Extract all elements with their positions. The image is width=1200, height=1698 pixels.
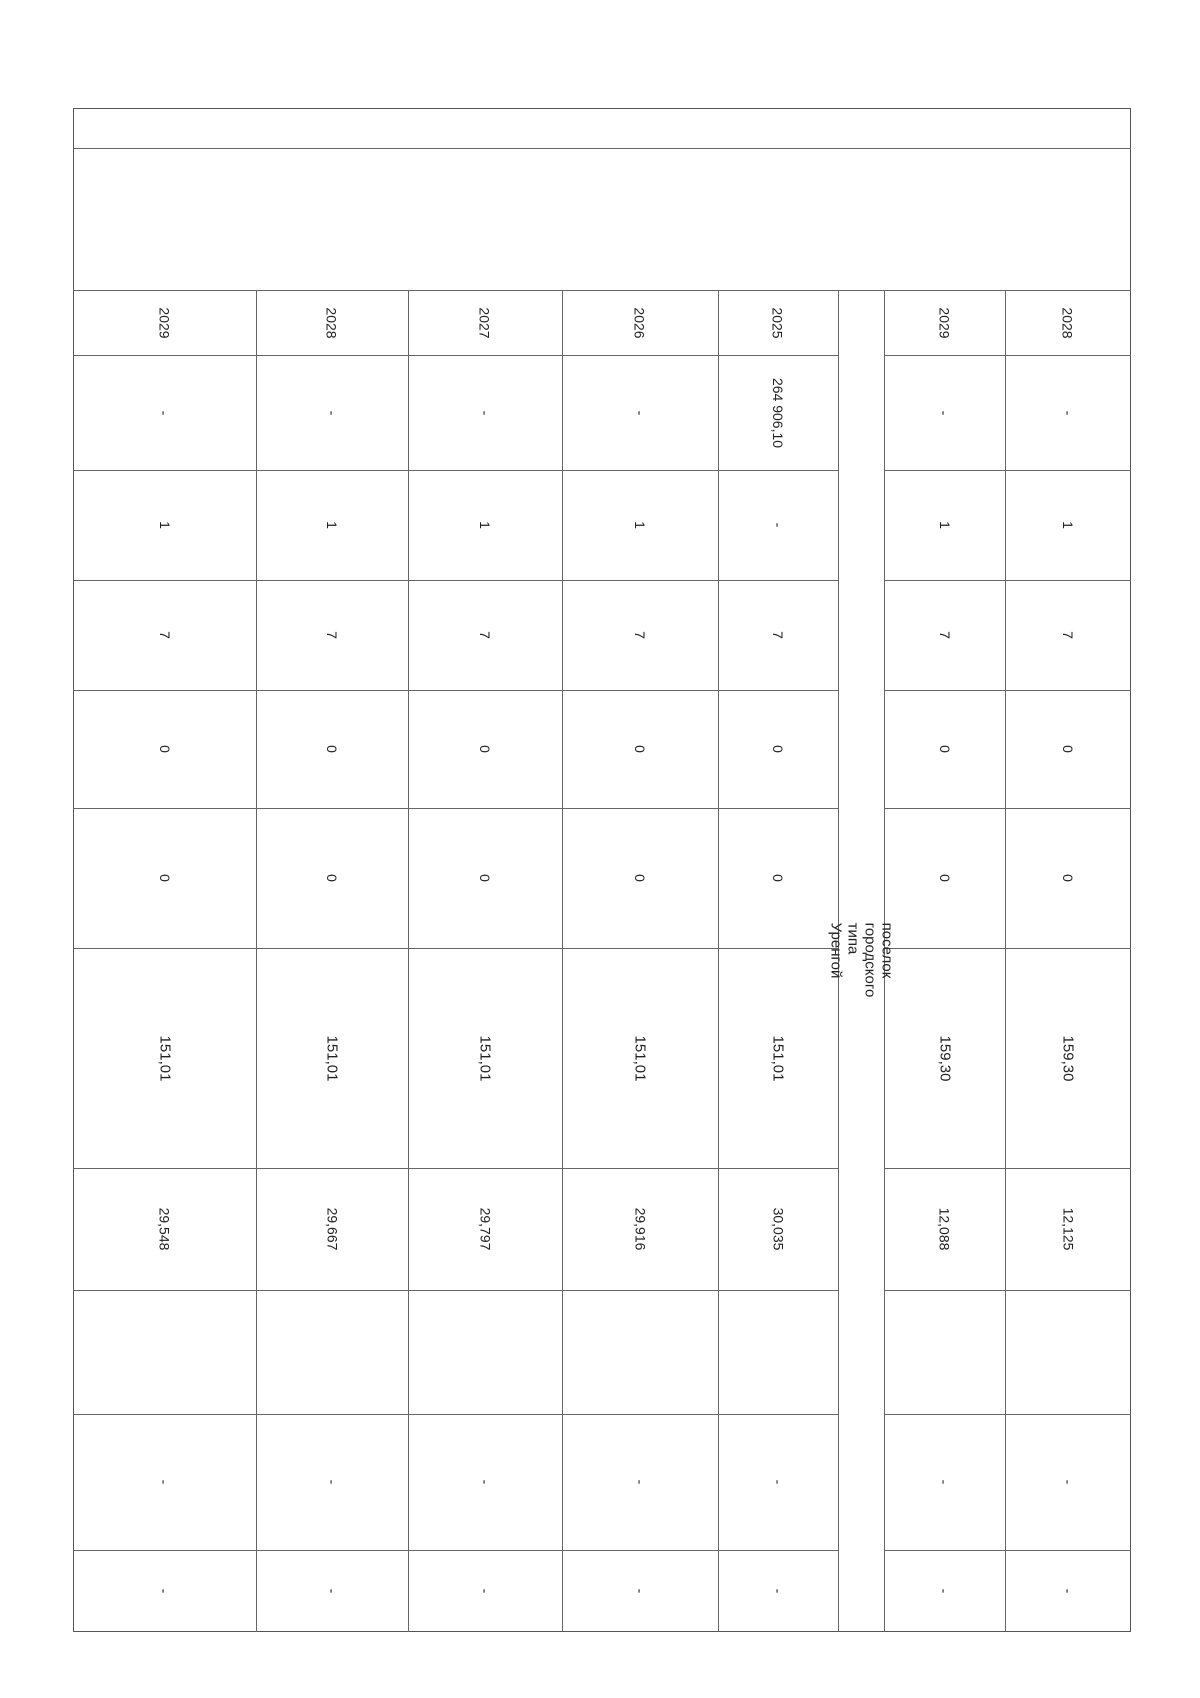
value-cell: 151,01: [631, 1035, 649, 1081]
value-cell: -: [936, 410, 953, 415]
value-cell: 1: [156, 521, 173, 529]
value-cell: 29,548: [156, 1207, 173, 1251]
value-cell: -: [476, 1479, 493, 1485]
value-cell: -: [769, 1588, 786, 1594]
value-cell: [408, 1290, 562, 1414]
value-cell: -: [476, 410, 493, 415]
value-cell: 29,797: [476, 1207, 493, 1251]
value-cell: -: [1059, 1588, 1076, 1594]
value-cell: 12,125: [1059, 1207, 1076, 1251]
value-cell: 7: [156, 631, 173, 639]
value-cell: [73, 1290, 256, 1414]
value-cell: -: [476, 1588, 493, 1594]
value-cell: 7: [1059, 631, 1076, 639]
value-cell: 0: [1059, 745, 1076, 753]
value-cell: 0: [936, 745, 953, 753]
year-cell: 2028: [324, 306, 340, 339]
value-cell: -: [936, 1588, 953, 1594]
value-cell: [256, 1290, 408, 1414]
value-cell: [718, 1290, 838, 1414]
value-cell: 159,30: [1059, 1035, 1077, 1081]
value-cell: -: [769, 1479, 786, 1485]
value-cell: 12,088: [936, 1207, 953, 1251]
value-cell: 0: [631, 874, 648, 882]
value-cell: 0: [769, 745, 786, 753]
value-cell: 0: [936, 874, 953, 882]
value-cell: 0: [323, 874, 340, 882]
value-cell: 1: [323, 521, 340, 529]
value-cell: [562, 1290, 718, 1414]
value-cell: -: [936, 1479, 953, 1485]
value-cell: 7: [936, 631, 953, 639]
value-cell: 0: [476, 874, 493, 882]
value-cell: 30,035: [769, 1207, 786, 1251]
value-cell: 1: [631, 521, 648, 529]
year-cell: 2028: [1060, 306, 1076, 339]
value-cell: 0: [156, 745, 173, 753]
value-cell: 151,01: [155, 1035, 173, 1081]
value-cell: 29,667: [323, 1207, 340, 1251]
value-cell: -: [323, 410, 340, 415]
value-cell: 0: [769, 874, 786, 882]
value-cell: -: [156, 1479, 173, 1485]
value-cell: 7: [631, 631, 648, 639]
value-cell: 264 906,10: [769, 377, 786, 448]
value-cell: 7: [476, 631, 493, 639]
value-cell: [1005, 1290, 1131, 1414]
value-cell: 151,01: [323, 1035, 341, 1081]
value-cell: -: [323, 1588, 340, 1594]
value-cell: 151,01: [769, 1035, 787, 1081]
value-cell: -: [1059, 1479, 1076, 1485]
value-cell: 0: [323, 745, 340, 753]
year-cell: 2029: [936, 306, 953, 339]
value-cell: 0: [476, 745, 493, 753]
value-cell: 29,916: [631, 1207, 648, 1251]
header-divider: [73, 148, 1131, 149]
year-cell: 2026: [632, 306, 648, 339]
value-cell: 0: [631, 745, 648, 753]
value-cell: 159,30: [935, 1035, 953, 1081]
value-cell: -: [631, 1479, 648, 1485]
value-cell: 1: [1059, 521, 1076, 529]
value-cell: 1: [476, 521, 493, 529]
value-cell: -: [769, 522, 786, 528]
value-cell: 7: [769, 631, 786, 639]
year-cell: 2027: [477, 306, 493, 339]
section-label: поселок городского типа Уренгой: [827, 922, 896, 998]
value-cell: -: [156, 1588, 173, 1594]
value-cell: 1: [936, 521, 953, 529]
value-cell: 7: [323, 631, 340, 639]
value-cell: 0: [156, 874, 173, 882]
value-cell: -: [156, 410, 173, 415]
value-cell: -: [323, 1479, 340, 1485]
value-cell: 151,01: [476, 1035, 494, 1081]
year-cell: 2025: [770, 306, 786, 339]
year-cell: 2029: [156, 306, 173, 339]
value-cell: -: [631, 410, 648, 415]
value-cell: 0: [1059, 874, 1076, 882]
section-label-band: [827, 300, 896, 1620]
value-cell: -: [1059, 410, 1076, 415]
value-cell: [884, 1290, 1005, 1414]
value-cell: -: [631, 1588, 648, 1594]
